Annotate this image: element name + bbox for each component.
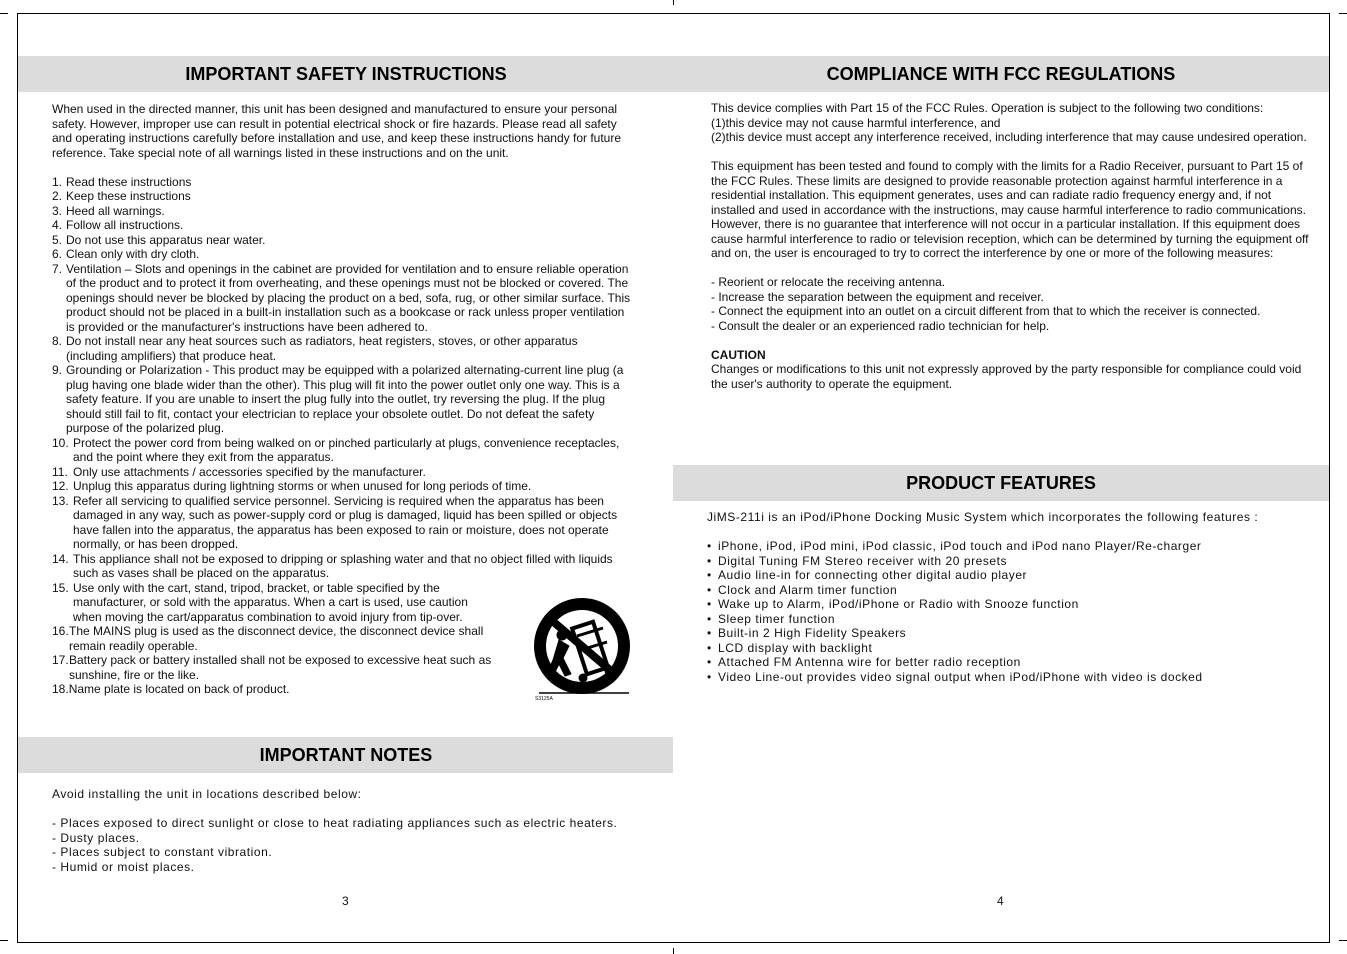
fcc-condition: This device complies with Part 15 of the FCC Rules. Operation is subject to the following two conditions: — [711, 101, 1264, 115]
fcc-measure: - Consult the dealer or an experienced radio technician for help. — [711, 318, 1050, 333]
list-item: 15. Use only with the cart, stand, tripod, bracket, or table specified by the manufacturer, or sold with the apparatus. When a cart is used, use caution when moving the cart/apparatus combination to avoid injury from tip-over. — [52, 580, 468, 624]
list-item: 16. The MAINS plug is used as the disconnect device, the disconnect device shall remain readily operable. — [52, 624, 484, 653]
caution-title: CAUTION — [711, 347, 766, 362]
feature-item: • Video Line-out provides video signal output when iPod/iPhone with video is docked — [707, 670, 1317, 685]
list-item: 1. Read these instructions — [52, 174, 192, 189]
left-page — [17, 13, 675, 943]
fcc-measure: - Increase the separation between the equipment and receiver. — [711, 289, 1044, 304]
fcc-measure: - Reorient or relocate the receiving antenna. — [711, 275, 946, 289]
crop-mark — [1339, 940, 1347, 941]
list-item: 17. Battery pack or battery installed shall not be exposed to excessive heat such as sunshine, fire or the like. — [52, 653, 492, 682]
list-item: 9. Grounding or Polarization - This product may be equipped with a polarized alternating-current line plug (a plug having one blade wider than the other). This plug will fit into the power outlet only one way. This is a safety feature. If you are unable to insert the plug fully into the outlet, try reversing the plug. If the plug should still fail to fit, contact your electrician to replace your obsolete outlet. Do not defeat the safety purpose of the polarized plug. — [52, 363, 624, 435]
fcc-heading: COMPLIANCE WITH FCC REGULATIONS — [673, 56, 1329, 92]
crop-mark — [0, 940, 8, 941]
feature-item: • Sleep timer function — [707, 612, 1317, 627]
list-item: 5. Do not use this apparatus near water. — [52, 232, 266, 247]
features-heading: PRODUCT FEATURES — [673, 465, 1329, 501]
list-item: 18.Name plate is located on back of product. — [52, 682, 290, 696]
cart-icon-code: S3125A — [535, 696, 553, 702]
notes-section — [52, 787, 652, 874]
notes-heading: IMPORTANT NOTES — [18, 737, 674, 773]
fcc-measure: - Connect the equipment into an outlet on a circuit different from that to which the receiver is connected. — [711, 304, 1261, 318]
list-item: 7. Ventilation – Slots and openings in the cabinet are provided for ventilation and to ensure reliable operation of the product and to protect it from overheating, and these openings must not be blocked or covered. The openings should never be blocked by placing the product on a bed, sofa, rug, or other similar surface. This product should not be placed in a built-in installation such as a bookcase or rack unless proper ventilation is provided or the manufacturer's instructions have been adhered to. — [52, 261, 631, 334]
notes-item: - Places exposed to direct sunlight or close to heat radiating appliances such as electric heaters. — [52, 816, 618, 830]
fcc-section — [711, 101, 1309, 391]
feature-item: • Built-in 2 High Fidelity Speakers — [707, 626, 1317, 641]
list-item: 11. Only use attachments / accessories specified by the manufacturer. — [52, 464, 426, 479]
features-intro: JiMS-211i is an iPod/iPhone Docking Music System which incorporates the following features : — [707, 510, 1259, 524]
fcc-paragraph: This equipment has been tested and found to comply with the limits for a Radio Receiver, pursuant to Part 15 of the FCC Rules. These limits are designed to provide reasonable protection against harmful interference in a residential installation. This equipment generates, uses and can radiate radio frequency energy and, if not installed and used in accordance with the instructions, may cause harmful interference to radio communications. However, there is no guarantee that interference will not occur in a particular installation. If this equipment does cause harmful interference to radio or television reception, which can be determined by turning the equipment off and on, the user is encouraged to try to correct the interference by one or more of the following measures: — [711, 159, 1309, 260]
notes-intro: Avoid installing the unit in locations described below: — [52, 787, 362, 801]
feature-item: • Clock and Alarm timer function — [707, 583, 1317, 598]
list-item: 6. Clean only with dry cloth. — [52, 247, 200, 261]
cart-warning-icon — [529, 594, 637, 704]
feature-item: • Wake up to Alarm, iPod/iPhone or Radio with Snooze function — [707, 597, 1317, 612]
features-list — [707, 539, 1317, 684]
crop-mark — [1339, 13, 1347, 14]
feature-item: • Attached FM Antenna wire for better radio reception — [707, 655, 1317, 670]
safety-intro: When used in the directed manner, this unit has been designed and manufactured to ensure your personal safety. However, improper use can result in potential electrical shock or fire hazards. Please read all safety and operating instructions carefully before installation and use, and keep these instructions handy for future reference. Take special note of all warnings listed in these instructions and on the unit. — [52, 102, 622, 160]
list-item: 3. Heed all warnings. — [52, 203, 165, 218]
list-item: 4. Follow all instructions. — [52, 218, 184, 232]
list-item: 12. Unplug this apparatus during lightning storms or when unused for long periods of time. — [52, 479, 532, 493]
page-number: 3 — [342, 894, 349, 908]
feature-item: • LCD display with backlight — [707, 641, 1317, 656]
crop-mark — [673, 948, 674, 954]
safety-heading: IMPORTANT SAFETY INSTRUCTIONS — [18, 56, 674, 92]
feature-item: • Digital Tuning FM Stereo receiver with 20 presets — [707, 554, 1317, 569]
features-section — [707, 510, 1317, 684]
caution-text: Changes or modifications to this unit not expressly approved by the party responsible for compliance could void the user's authority to operate the equipment. — [711, 362, 1302, 391]
crop-mark — [673, 0, 674, 5]
feature-item: • Audio line-in for connecting other digital audio player — [707, 568, 1317, 583]
notes-item: - Places subject to constant vibration. — [52, 845, 273, 859]
list-item: 8. Do not install near any heat sources such as radiators, heat registers, stoves, or other apparatus (including amplifiers) that produce heat. — [52, 334, 578, 363]
page-number: 4 — [997, 894, 1004, 908]
crop-mark — [0, 13, 8, 14]
feature-item: • iPhone, iPod, iPod mini, iPod classic, iPod touch and iPod nano Player/Re-charger — [707, 539, 1317, 554]
notes-item: - Humid or moist places. — [52, 859, 195, 874]
fcc-condition: (1)this device may not cause harmful interference, and — [711, 115, 1001, 130]
list-item: 13. Refer all servicing to qualified service personnel. Servicing is required when the apparatus has been damaged in any way, such as power-supply cord or plug is damaged, liquid has been spilled or objects have fallen into the apparatus, the apparatus has been exposed to rain or moisture, does not operate normally, or has been dropped. — [52, 493, 618, 551]
fcc-condition: (2)this device must accept any interference received, including interference that may cause undesired operation. — [711, 130, 1307, 144]
notes-item: - Dusty places. — [52, 830, 140, 845]
list-item: 14. This appliance shall not be exposed to dripping or splashing water and that no object filled with liquids such as vases shall be placed on the apparatus. — [52, 551, 613, 580]
list-item: 10. Protect the power cord from being walked on or pinched particularly at plugs, convenience receptacles, and the point where they exit from the apparatus. — [52, 435, 620, 464]
right-page — [673, 13, 1330, 943]
list-item: 2. Keep these instructions — [52, 189, 191, 203]
